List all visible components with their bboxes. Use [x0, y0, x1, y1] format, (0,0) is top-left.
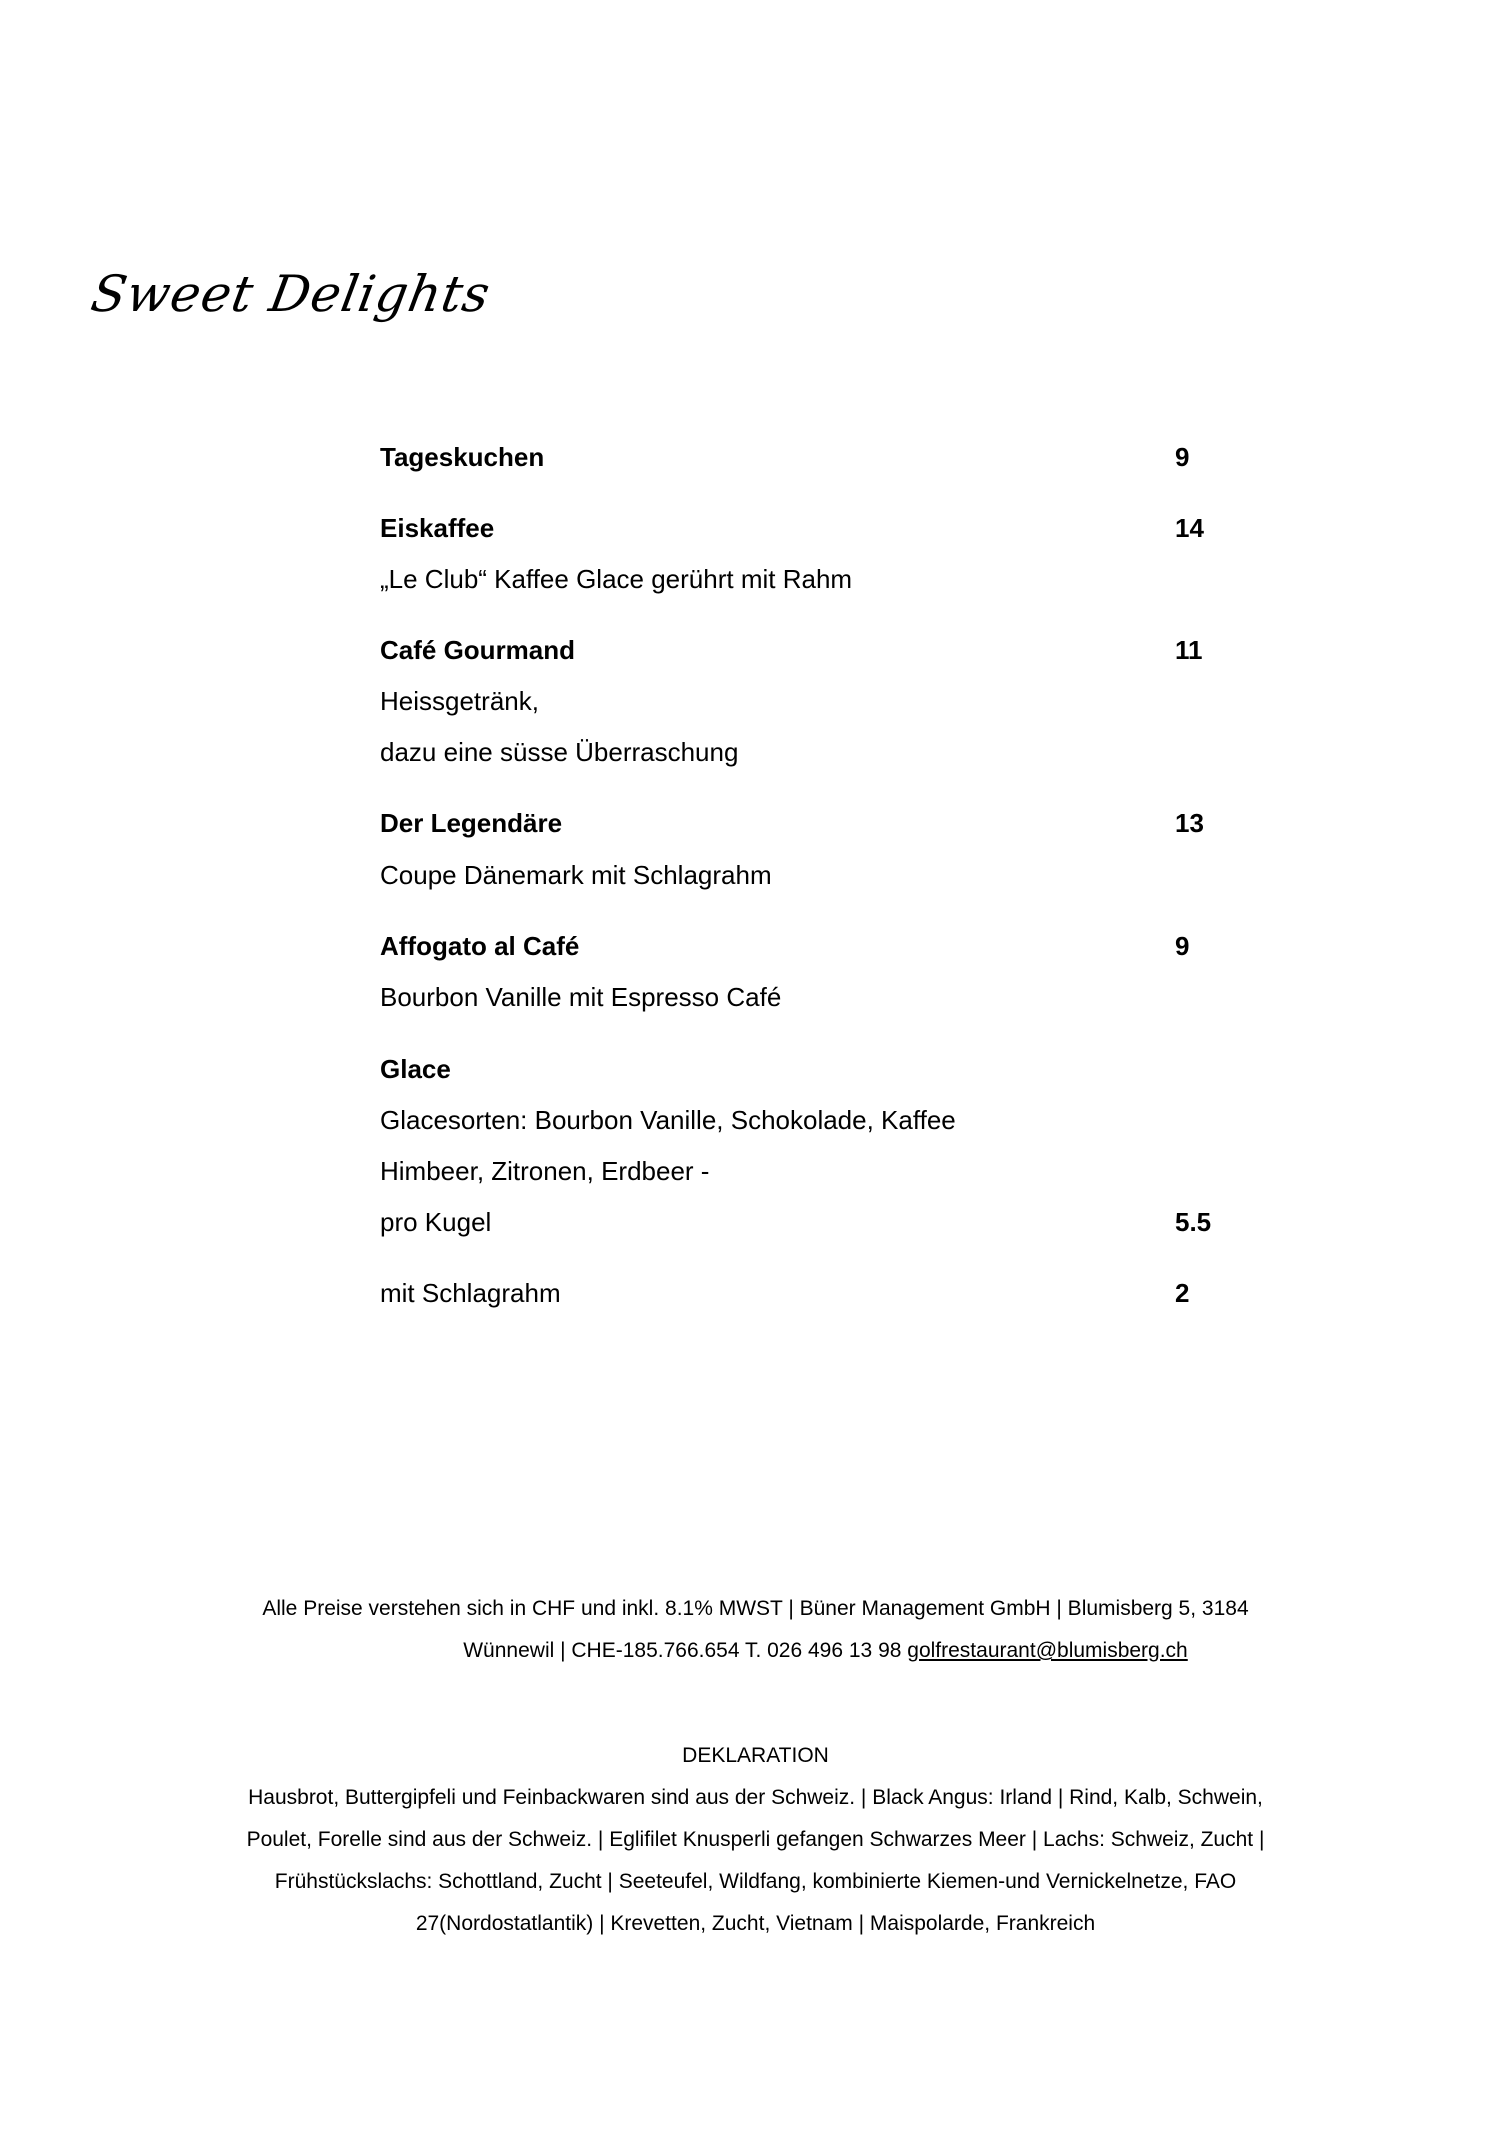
option-price: 2	[1175, 1278, 1190, 1308]
menu-item	[380, 926, 1260, 966]
footer-contact-text: Wünnewil | CHE-185.766.654 T. 026 496 13 98	[463, 1639, 902, 1662]
item-description	[380, 1100, 1260, 1140]
item-description	[380, 681, 1260, 721]
item-description	[380, 1151, 1260, 1191]
menu-item	[380, 630, 1260, 670]
declaration-heading: DEKLARATION	[682, 1744, 829, 1767]
glace-option	[380, 1202, 1260, 1242]
declaration-line: Frühstückslachs: Schottland, Zucht | Seeteufel, Wildfang, kombinierte Kiemen-und Vernickelnetze, FAO	[274, 1870, 1237, 1893]
option-price: 5.5	[1175, 1207, 1212, 1237]
page-title: Sweet Delights	[86, 265, 495, 323]
item-price: 9	[1175, 442, 1190, 472]
item-name: Glace	[380, 1054, 451, 1084]
option-label: pro Kugel	[380, 1207, 492, 1237]
description-text: Heissgetränk,	[380, 686, 539, 716]
item-description	[380, 559, 1260, 599]
glace-option	[380, 1273, 1260, 1313]
item-price: 13	[1175, 808, 1204, 838]
item-price: 14	[1175, 513, 1204, 543]
menu-item	[380, 437, 1260, 477]
item-name: Der Legendäre	[380, 808, 563, 838]
description-text: dazu eine süsse Überraschung	[380, 737, 739, 767]
menu-item	[380, 803, 1260, 843]
description-text: Coupe Dänemark mit Schlagrahm	[380, 860, 772, 890]
item-description	[380, 977, 1260, 1017]
item-price: 9	[1175, 931, 1190, 961]
declaration-line: 27(Nordostatlantik) | Krevetten, Zucht, Vietnam | Maispolarde, Frankreich	[415, 1912, 1096, 1935]
menu-item	[380, 1049, 1260, 1089]
declaration-line: Hausbrot, Buttergipfeli und Feinbackwaren sind aus der Schweiz. | Black Angus: Irland | Rind, Kalb, Schwein,	[248, 1786, 1263, 1809]
email-link[interactable]: golfrestaurant@blumisberg.ch	[907, 1639, 1188, 1662]
item-name: Affogato al Café	[380, 931, 580, 961]
option-label: mit Schlagrahm	[380, 1278, 561, 1308]
item-name: Tageskuchen	[380, 442, 545, 472]
footer-info-line: Alle Preise verstehen sich in CHF und inkl. 8.1% MWST | Büner Management GmbH | Blumisberg 5, 3184	[262, 1597, 1249, 1620]
declaration-line: Poulet, Forelle sind aus der Schweiz. | Eglifilet Knusperli gefangen Schwarzes Meer | Lachs: Schweiz, Zucht |	[246, 1828, 1265, 1851]
item-name: Eiskaffee	[380, 513, 495, 543]
description-text: Glacesorten: Bourbon Vanille, Schokolade, Kaffee	[380, 1105, 956, 1135]
menu-item	[380, 508, 1260, 548]
description-text: „Le Club“ Kaffee Glace gerührt mit Rahm	[380, 564, 853, 594]
item-name: Café Gourmand	[380, 635, 576, 665]
item-description	[380, 855, 1260, 895]
item-price: 11	[1175, 635, 1203, 665]
description-text: Himbeer, Zitronen, Erdbeer -	[380, 1156, 710, 1186]
item-description	[380, 732, 1260, 772]
description-text: Bourbon Vanille mit Espresso Café	[380, 982, 782, 1012]
footer-contact-line	[70, 1636, 1511, 1666]
